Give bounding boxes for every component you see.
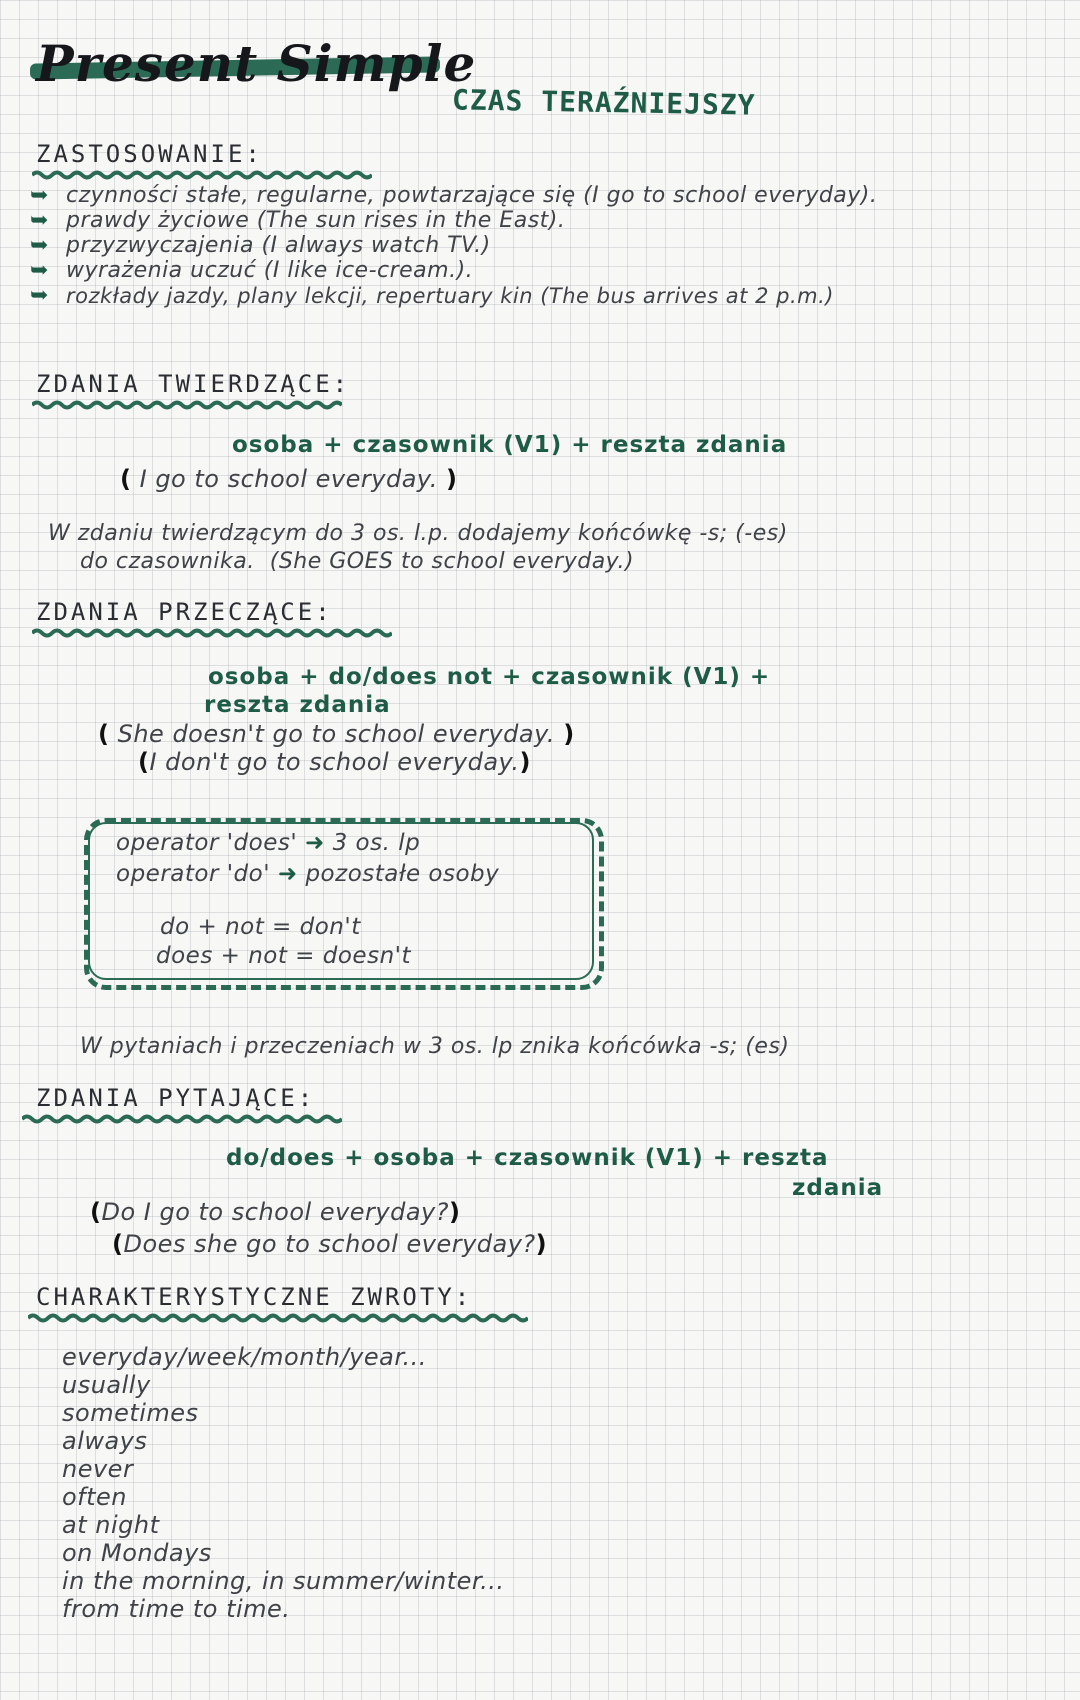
- formula-question-line2: zdania: [792, 1175, 884, 1201]
- note-questions: W pytaniach i przeczeniach w 3 os. lp znika końcówka -s; (es): [80, 1034, 790, 1059]
- list-item: always: [62, 1427, 148, 1455]
- list-item: on Mondays: [62, 1539, 212, 1567]
- formula-question-line1: do/does + osoba + czasownik (V1) + reszta: [226, 1145, 829, 1171]
- usage-list: [30, 183, 877, 308]
- list-item: in the morning, in summer/winter...: [62, 1567, 505, 1595]
- list-item: often: [62, 1483, 128, 1511]
- formula-negative-line2: reszta zdania: [204, 692, 391, 718]
- example-question-2: (Does she go to school everyday?): [112, 1230, 548, 1258]
- formula-affirmative: osoba + czasownik (V1) + reszta zdania: [232, 432, 788, 458]
- heading-underline: [32, 400, 342, 410]
- list-item: from time to time.: [62, 1595, 291, 1623]
- heading-zwroty: CHARAKTERYSTYCZNE ZWROTY:: [36, 1283, 473, 1311]
- list-item: never: [62, 1455, 134, 1483]
- arrow-icon: ➥: [30, 183, 49, 208]
- example-question-1: (Do I go to school everyday?): [90, 1198, 461, 1226]
- list-item: ➥ czynności stałe, regularne, powtarzające się (I go to school everyday).: [30, 183, 878, 208]
- heading-underline: [32, 628, 392, 638]
- list-item: at night: [62, 1511, 160, 1539]
- operator-does-line: operator 'does' ➜ 3 os. lp: [116, 830, 421, 856]
- heading-underline: [22, 1114, 342, 1124]
- arrow-icon: ➥: [30, 233, 49, 258]
- arrow-right-icon: ➜: [277, 861, 298, 887]
- arrow-icon: ➥: [30, 258, 49, 283]
- list-item: sometimes: [62, 1399, 199, 1427]
- arrow-right-icon: ➜: [305, 830, 325, 856]
- list-item: ➥ wyrażenia uczuć (I like ice-cream.).: [30, 258, 474, 283]
- list-item: ➥ prawdy życiowe (The sun rises in the East).: [30, 208, 566, 233]
- formula-negative-line1: osoba + do/does not + czasownik (V1) +: [208, 664, 771, 690]
- operator-doesnt: does + not = doesn't: [156, 943, 411, 969]
- list-item: ➥ przyzwyczajenia (I always watch TV.): [30, 233, 491, 258]
- heading-przeczace: ZDANIA PRZECZĄCE:: [36, 598, 333, 626]
- list-item: ➥ rozkłady jazdy, plany lekcji, repertuary kin (The bus arrives at 2 p.m.): [30, 283, 834, 308]
- note-affirmative-line2: do czasownika. (She GOES to school everyday.): [80, 549, 635, 574]
- phrases-list: [62, 1343, 504, 1623]
- operator-dont: do + not = don't: [160, 914, 361, 940]
- list-item: usually: [62, 1371, 151, 1399]
- list-item: everyday/week/month/year...: [62, 1343, 427, 1371]
- heading-pytajace: ZDANIA PYTAJĄCE:: [36, 1084, 316, 1112]
- arrow-icon: ➥: [30, 283, 49, 308]
- heading-underline: [28, 1313, 528, 1323]
- heading-underline: [32, 170, 372, 180]
- page-title: Present Simple: [36, 34, 477, 93]
- heading-zastosowanie: ZASTOSOWANIE:: [36, 140, 263, 168]
- arrow-icon: ➥: [30, 208, 49, 233]
- note-affirmative-line1: W zdaniu twierdzącym do 3 os. l.p. dodajemy końcówkę -s; (-es): [48, 521, 788, 546]
- example-negative-2: (I don't go to school everyday.): [138, 748, 531, 776]
- page-subtitle: CZAS TERAŹNIEJSZY: [451, 83, 756, 122]
- operator-do-line: operator 'do' ➜ pozostałe osoby: [116, 861, 500, 887]
- heading-twierdzace: ZDANIA TWIERDZĄCE:: [36, 370, 351, 398]
- example-affirmative: ( I go to school everyday. ): [120, 465, 458, 493]
- example-negative-1: ( She doesn't go to school everyday. ): [98, 720, 575, 748]
